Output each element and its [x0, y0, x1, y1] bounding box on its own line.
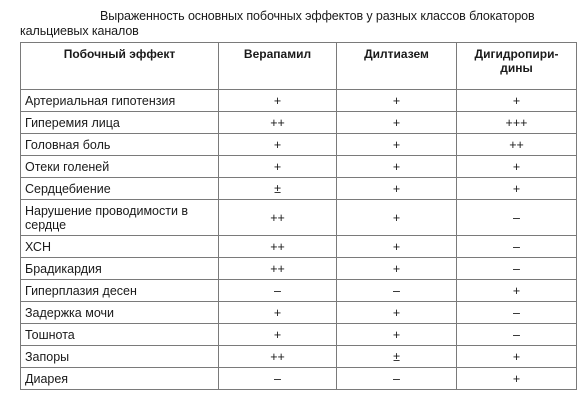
cell-diltiazem: +	[337, 112, 457, 134]
cell-diltiazem: +	[337, 236, 457, 258]
cell-diltiazem: –	[337, 368, 457, 390]
cell-diltiazem: ±	[337, 346, 457, 368]
cell-effect: Головная боль	[21, 134, 219, 156]
cell-verapamil: +	[219, 134, 337, 156]
cell-effect: Задержка мочи	[21, 302, 219, 324]
cell-diltiazem: +	[337, 134, 457, 156]
cell-dihydropyridines: –	[457, 258, 577, 280]
table-row	[21, 368, 577, 390]
cell-effect: Гиперплазия десен	[21, 280, 219, 302]
cell-effect: Брадикардия	[21, 258, 219, 280]
cell-effect: ХСН	[21, 236, 219, 258]
cell-verapamil: ++	[219, 112, 337, 134]
cell-diltiazem: +	[337, 258, 457, 280]
header-dihydropyridines	[457, 43, 577, 90]
table-row	[21, 112, 577, 134]
cell-verapamil: ++	[219, 258, 337, 280]
cell-diltiazem: +	[337, 178, 457, 200]
table-row	[21, 156, 577, 178]
cell-verapamil: ++	[219, 200, 337, 236]
cell-verapamil: +	[219, 324, 337, 346]
table-row	[21, 280, 577, 302]
cell-effect: Артериальная гипотензия	[21, 90, 219, 112]
table-row	[21, 302, 577, 324]
cell-dihydropyridines: –	[457, 324, 577, 346]
cell-dihydropyridines: +	[457, 90, 577, 112]
caption-line-2: кальциевых каналов	[20, 24, 139, 38]
cell-dihydropyridines: ++	[457, 134, 577, 156]
side-effects-table	[20, 42, 577, 390]
header-dhp-line-2: дины	[500, 61, 533, 75]
table-row	[21, 236, 577, 258]
header-effect: Побочный эффект	[21, 43, 219, 90]
cell-verapamil: +	[219, 90, 337, 112]
cell-dihydropyridines: +	[457, 368, 577, 390]
cell-verapamil: ++	[219, 346, 337, 368]
cell-dihydropyridines: +++	[457, 112, 577, 134]
cell-effect: Тошнота	[21, 324, 219, 346]
table-row	[21, 324, 577, 346]
cell-effect: Сердцебиение	[21, 178, 219, 200]
cell-diltiazem: +	[337, 156, 457, 178]
table-row	[21, 178, 577, 200]
cell-effect: Гиперемия лица	[21, 112, 219, 134]
table-row	[21, 346, 577, 368]
cell-diltiazem: +	[337, 90, 457, 112]
cell-verapamil: –	[219, 280, 337, 302]
table-caption	[20, 9, 576, 39]
cell-dihydropyridines: +	[457, 156, 577, 178]
cell-diltiazem: –	[337, 280, 457, 302]
cell-effect: Нарушение проводимости в сердце	[21, 200, 219, 236]
cell-verapamil: +	[219, 302, 337, 324]
cell-dihydropyridines: +	[457, 280, 577, 302]
cell-dihydropyridines: +	[457, 178, 577, 200]
cell-effect: Запоры	[21, 346, 219, 368]
cell-dihydropyridines: –	[457, 236, 577, 258]
header-diltiazem: Дилтиазем	[337, 43, 457, 90]
cell-diltiazem: +	[337, 200, 457, 236]
table-row	[21, 134, 577, 156]
cell-verapamil: +	[219, 156, 337, 178]
cell-dihydropyridines: –	[457, 200, 577, 236]
cell-effect: Диарея	[21, 368, 219, 390]
table-header-row	[21, 43, 577, 90]
caption-line-1: Выраженность основных побочных эффектов у разных классов блокаторов	[100, 9, 535, 23]
header-dhp-line-1: Дигидропири-	[474, 47, 559, 61]
cell-effect: Отеки голеней	[21, 156, 219, 178]
cell-dihydropyridines: –	[457, 302, 577, 324]
header-verapamil: Верапамил	[219, 43, 337, 90]
cell-verapamil: –	[219, 368, 337, 390]
table-body	[21, 90, 577, 390]
table-row	[21, 200, 577, 236]
table-row	[21, 258, 577, 280]
cell-diltiazem: +	[337, 324, 457, 346]
cell-verapamil: ±	[219, 178, 337, 200]
cell-verapamil: ++	[219, 236, 337, 258]
cell-diltiazem: +	[337, 302, 457, 324]
table-row	[21, 90, 577, 112]
cell-dihydropyridines: +	[457, 346, 577, 368]
